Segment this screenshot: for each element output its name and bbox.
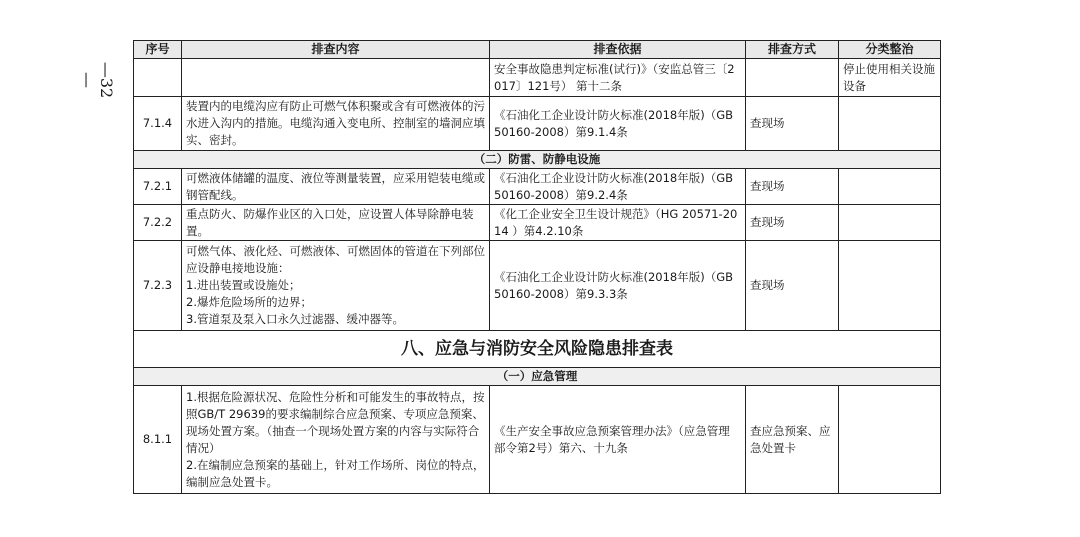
row-basis: 《化工企业安全卫生设计规范》（HG 20571-2014 ）第4.2.10条 bbox=[490, 205, 746, 241]
row-method: 查现场 bbox=[746, 169, 839, 205]
row-content: 可燃液体储罐的温度、液位等测量装置，应采用铠装电缆或钢管配线。 bbox=[182, 169, 490, 205]
row-num: 8.1.1 bbox=[134, 386, 182, 494]
row-method: 查现场 bbox=[746, 97, 839, 151]
section-title: （二）防雷、防静电设施 bbox=[134, 151, 941, 169]
row-rectification: 停止使用相关设施设备 bbox=[839, 59, 941, 97]
table-row bbox=[134, 205, 941, 241]
table-row bbox=[134, 59, 941, 97]
row-basis: 《石油化工企业设计防火标准(2018年版)（GB 50160-2008）第9.1.4条 bbox=[490, 97, 746, 151]
row-content: 装置内的电缆沟应有防止可燃气体积聚或含有可燃液体的污水进入沟内的措施。电缆沟通入变电所、控制室的墙洞应填实、密封。 bbox=[182, 97, 490, 151]
row-num: 7.1.4 bbox=[134, 97, 182, 151]
row-num: 7.2.1 bbox=[134, 169, 182, 205]
row-rectification bbox=[839, 241, 941, 331]
section-row bbox=[134, 151, 941, 169]
row-basis: 安全事故隐患判定标准(试行)》（安监总管三〔2017〕121号） 第十二条 bbox=[490, 59, 746, 97]
page-number: —32— bbox=[78, 61, 116, 99]
row-num bbox=[134, 59, 182, 97]
row-method: 查应急预案、应急处置卡 bbox=[746, 386, 839, 494]
row-basis: 《石油化工企业设计防火标准(2018年版)（GB 50160-2008）第9.2.4条 bbox=[490, 169, 746, 205]
row-num: 7.2.3 bbox=[134, 241, 182, 331]
section-row bbox=[134, 368, 941, 386]
row-content: 重点防火、防爆作业区的入口处，应设置人体导除静电装置。 bbox=[182, 205, 490, 241]
header-num: 序号 bbox=[134, 41, 182, 59]
table-row bbox=[134, 241, 941, 331]
row-num: 7.2.2 bbox=[134, 205, 182, 241]
row-content: 可燃气体、液化烃、可燃液体、可燃固体的管道在下列部位应设静电接地设施： 1.进出装置或设施处； 2.爆炸危险场所的边界； 3.管道泵及泵入口永久过滤器、缓冲器等。 bbox=[182, 241, 490, 331]
row-content: 1.根据危险源状况、危险性分析和可能发生的事故特点，按照GB/T 29639的要求编制综合应急预案、专项应急预案、现场处置方案。（抽查一个现场处置方案的内容与实际符合情况） 2.在编制应急预案的基础上，针对工作场所、岗位的特点，编制应急处置卡。 bbox=[182, 386, 490, 494]
header-rectification: 分类整治 bbox=[839, 41, 941, 59]
row-basis: 《生产安全事故应急预案管理办法》（应急管理部令第2号）第六、十九条 bbox=[490, 386, 746, 494]
header-basis: 排查依据 bbox=[490, 41, 746, 59]
row-rectification bbox=[839, 205, 941, 241]
table-row bbox=[134, 169, 941, 205]
row-method: 查现场 bbox=[746, 241, 839, 331]
chapter-title: 八、应急与消防安全风险隐患排查表 bbox=[134, 331, 941, 368]
header-content: 排查内容 bbox=[182, 41, 490, 59]
table-row bbox=[134, 97, 941, 151]
row-basis: 《石油化工企业设计防火标准(2018年版)（GB 50160-2008）第9.3.3条 bbox=[490, 241, 746, 331]
inspection-table bbox=[133, 40, 941, 494]
header-method: 排查方式 bbox=[746, 41, 839, 59]
chapter-row bbox=[134, 331, 941, 368]
row-method: 查现场 bbox=[746, 205, 839, 241]
row-rectification bbox=[839, 169, 941, 205]
header-row bbox=[134, 41, 941, 59]
row-rectification bbox=[839, 386, 941, 494]
row-rectification bbox=[839, 97, 941, 151]
table-row bbox=[134, 386, 941, 494]
row-content bbox=[182, 59, 490, 97]
section-title: （一）应急管理 bbox=[134, 368, 941, 386]
row-method bbox=[746, 59, 839, 97]
